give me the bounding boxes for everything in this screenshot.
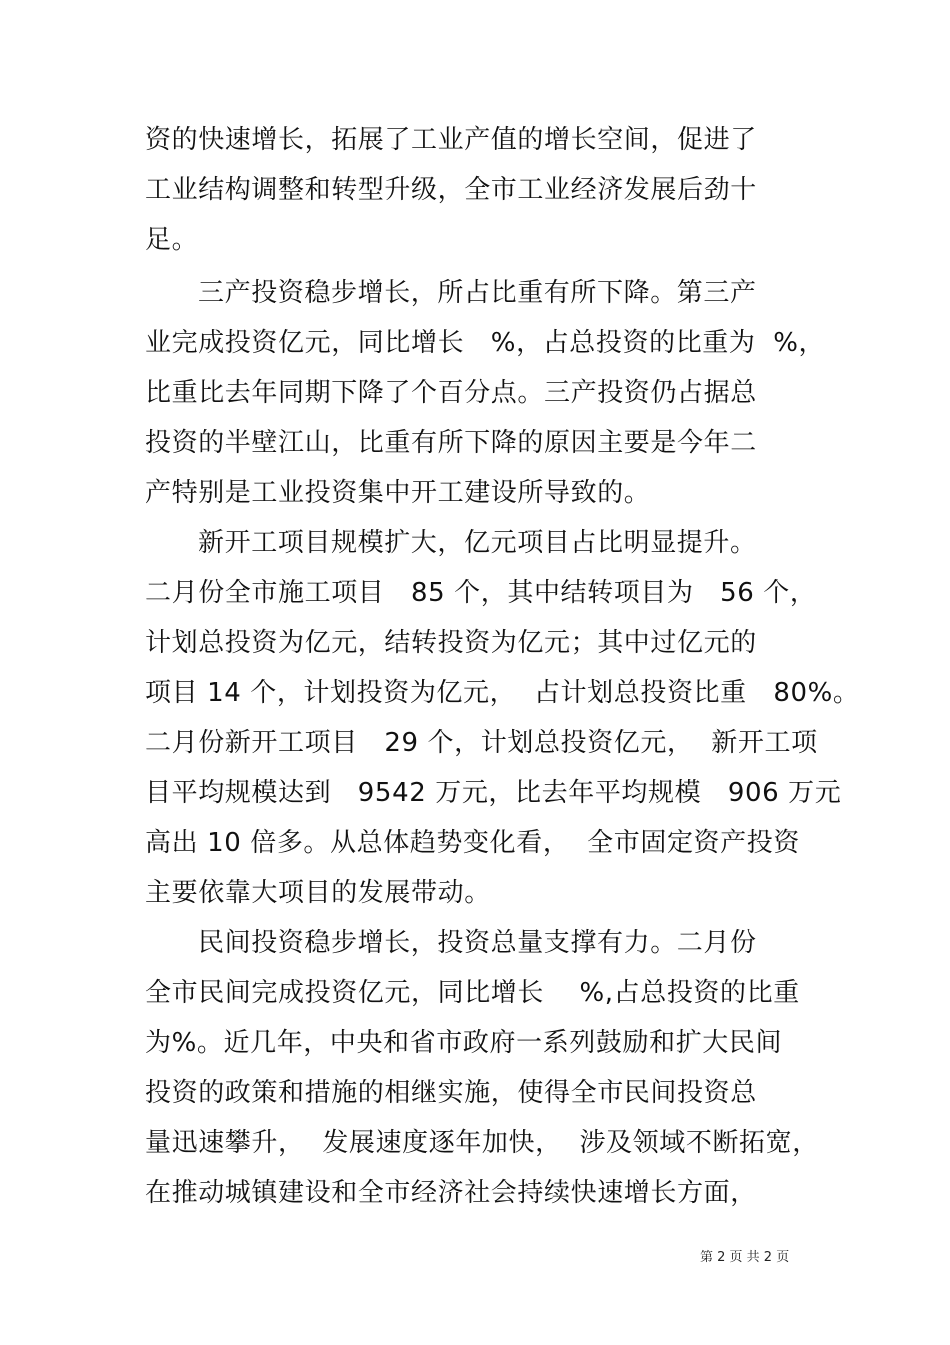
paragraph-line: 量迅速攀升， 发展速度逐年加快， 涉及领域不断拓宽，	[145, 1128, 819, 1158]
paragraph-line: 全市民间完成投资亿元，同比增长 %,占总投资的比重	[145, 978, 800, 1008]
paragraph-line: 足。	[145, 225, 199, 255]
paragraph-line: 民间投资稳步增长，投资总量支撑有力。二月份	[198, 928, 757, 958]
page-number-footer: 第 2 页 共 2 页	[700, 1250, 790, 1265]
paragraph-line: 投资的政策和措施的相继实施，使得全市民间投资总	[145, 1078, 757, 1108]
paragraph-line: 目平均规模达到 9542 万元，比去年平均规模 906 万元	[145, 778, 842, 808]
paragraph-line: 项目 14 个，计划投资为亿元， 占计划总投资比重 80%。	[145, 678, 860, 708]
paragraph-line: 高出 10 倍多。从总体趋势变化看， 全市固定资产投资	[145, 828, 800, 858]
paragraph-line: 新开工项目规模扩大，亿元项目占比明显提升。	[198, 528, 757, 558]
paragraph-line: 三产投资稳步增长，所占比重有所下降。第三产	[198, 278, 757, 308]
paragraph-line: 主要依靠大项目的发展带动。	[145, 878, 491, 908]
paragraph-line: 投资的半壁江山，比重有所下降的原因主要是今年二	[145, 428, 757, 458]
paragraph-line: 比重比去年同期下降了个百分点。三产投资仍占据总	[145, 378, 757, 408]
paragraph-line: 二月份新开工项目 29 个，计划总投资亿元， 新开工项	[145, 728, 818, 758]
paragraph-line: 资的快速增长，拓展了工业产值的增长空间，促进了	[145, 125, 757, 155]
paragraph-line: 为%。近几年，中央和省市政府一系列鼓励和扩大民间	[145, 1028, 783, 1058]
paragraph-line: 工业结构调整和转型升级，全市工业经济发展后劲十	[145, 175, 757, 205]
paragraph-line: 业完成投资亿元，同比增长 %，占总投资的比重为 %，	[145, 328, 826, 358]
paragraph-line: 二月份全市施工项目 85 个，其中结转项目为 56 个，	[145, 578, 817, 608]
paragraph-line: 计划总投资为亿元，结转投资为亿元；其中过亿元的	[145, 628, 757, 658]
paragraph-line: 产特别是工业投资集中开工建设所导致的。	[145, 478, 651, 508]
paragraph-line: 在推动城镇建设和全市经济社会持续快速增长方面，	[145, 1178, 757, 1208]
